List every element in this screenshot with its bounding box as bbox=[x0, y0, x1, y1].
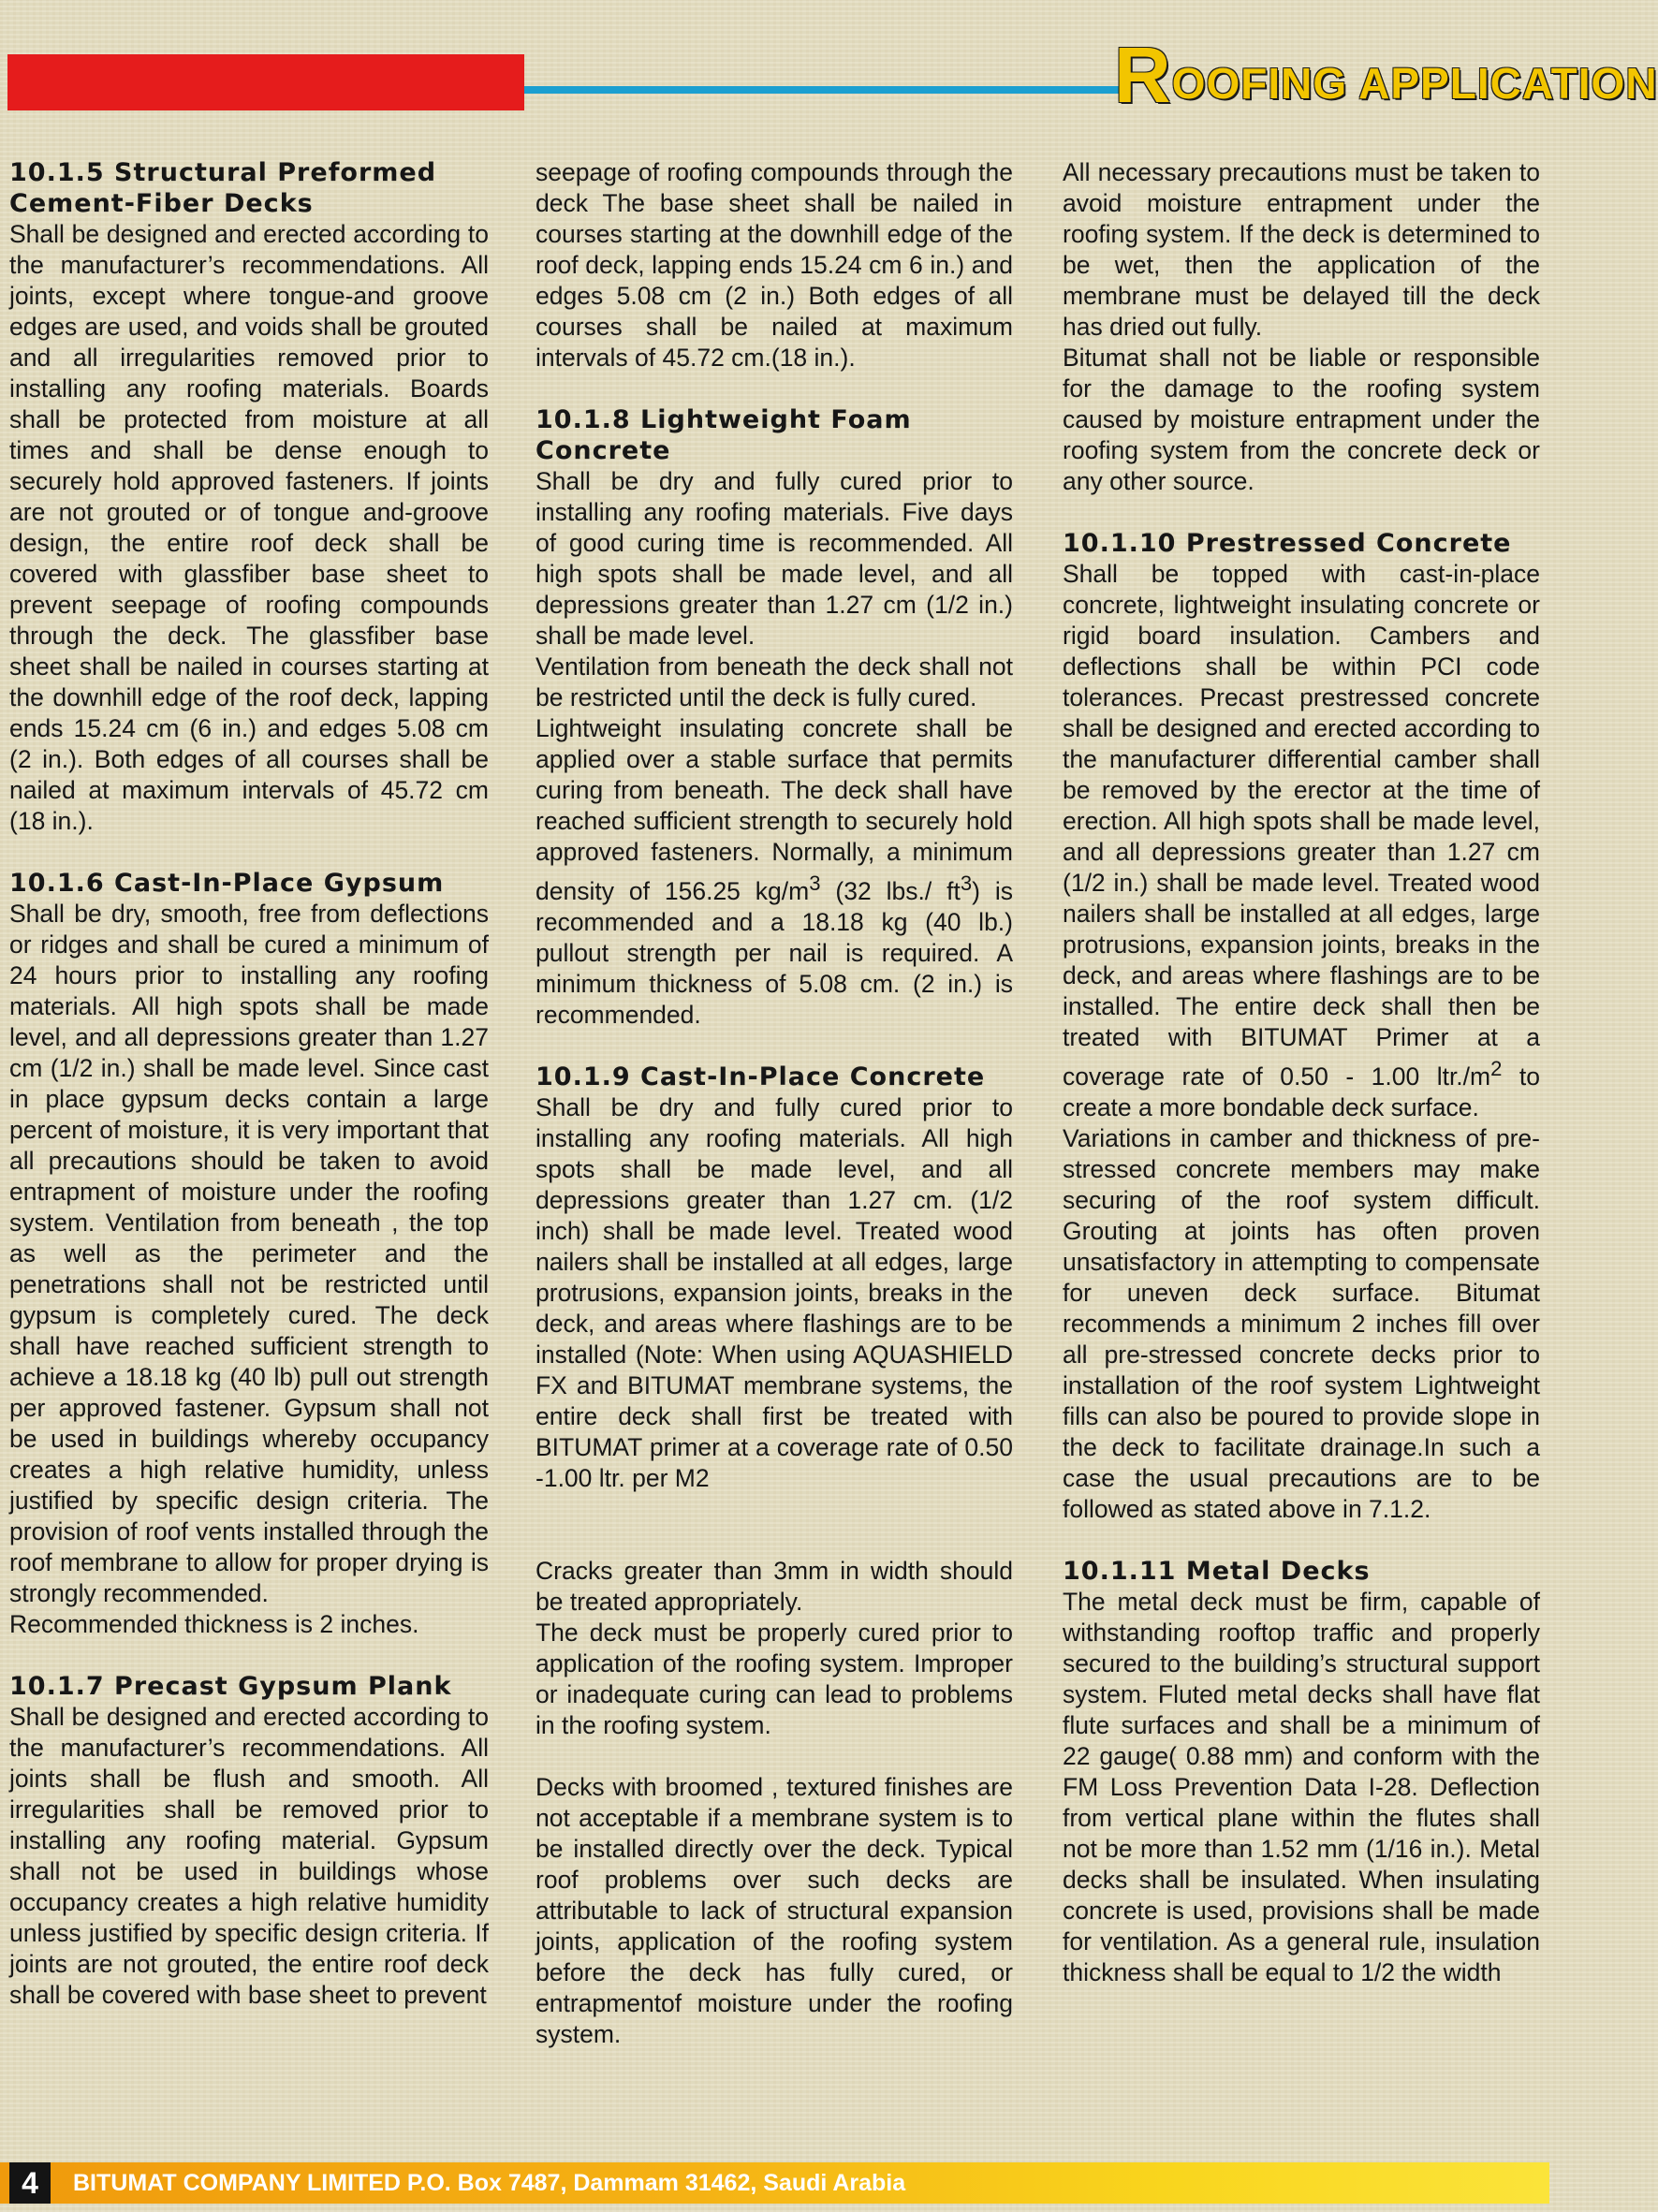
body-broomed: Decks with broomed , textured finishes are not acceptable if a membrane system is to be installed directly over the deck. Typical roof problems over such decks are attributable to lack of structural expansion joints, application of the roofing system before the deck has fully cured, or entrapmentof moisture under the roofing system. bbox=[536, 1772, 1013, 2048]
heading-10-1-11: 10.1.11 Metal Decks bbox=[1063, 1556, 1371, 1586]
body-10-1-5: Shall be designed and erected according to the manufacturer’s recommendations. All joints, except where tongue-and groove edges are used, and voids shall be grouted and all irregularities removed prior to installing any roofing materials. Boards shall be protected from moisture at all times and shall be dense enough to securely hold approved fasteners. If joints are not grouted or of tongue and-groove design, the entire roof deck shall be covered with glassfiber base sheet to prevent seepage of roofing compounds through the deck. The glassfiber base sheet shall be nailed in courses starting at the downhill edge of the roof deck, lapping ends 15.24 cm (6 in.) and edges 5.08 cm (2 in.). Both edges of all courses shall be nailed at maximum intervals of 45.72 cm (18 in.). bbox=[9, 220, 489, 835]
section-title-rest: OOFING APPLICATION bbox=[1171, 59, 1658, 108]
body-10-1-8-p3-c: ) is recommended and a 18.18 kg (40 lb.) pullout strength per nail is required. A minimum thickness of 5.08 cm. (2 in.) is recommended. bbox=[536, 876, 1014, 1029]
superscript-2: 2 bbox=[1490, 1057, 1503, 1080]
body-10-1-10-p1-a: Shall be topped with cast-in-place concrete, lightweight insulating concrete or rigid board insulation. Cambers and deflections shall be within PCI code tolerances. Precast prestressed concrete shall be designed and erected according to the manufacturer differential camber shall be removed by the erector at the time of erection. All high spots shall be made level, and all depressions greater than 1.27 cm (1/2 in.) shall be made level. Treated wood nailers shall be installed at all edges, large protrusions, expansion joints, breaks in the deck, and areas where flashings are to be installed. The entire deck shall then be treated with BITUMAT Primer at a coverage rate of 0.50 - 1.00 ltr./m bbox=[1063, 560, 1540, 1091]
body-10-1-6: Shall be dry, smooth, free from deflections or ridges and shall be cured a minimum of 24 hours prior to installing any roofing materials. All high spots shall be made level, and all depressions greater than 1.27 cm (1/2 in.) shall be made level. Since cast in place gypsum decks contain a large percent of moisture, it is very important that all precautions should be taken to avoid entrapment of moisture under the roofing system. Ventilation from beneath , the top as well as the perimeter and the penetrations shall not be restricted until gypsum is completely cured. The deck shall have reached sufficient strength to achieve a 18.18 kg (40 lb) pull out strength per approved fastener. Gypsum shall not be used in buildings whereby occupancy creates a high relative humidity, unless justified by specific design criteria. The provision of roof vents installed through the roof membrane to allow for proper drying is strongly recommended. bbox=[9, 900, 489, 1607]
body-10-1-8-p2: Ventilation from beneath the deck shall not be restricted until the deck is fully cured. bbox=[536, 652, 1013, 711]
body-liability: Bitumat shall not be liable or responsible for the damage to the roofing system caused by moisture entrapment under the roofing system from the concrete deck or any other source. bbox=[1063, 344, 1540, 495]
body-10-1-10-p1 bbox=[1063, 559, 1540, 1123]
header-red-bar bbox=[7, 54, 524, 110]
heading-10-1-9: 10.1.9 Cast-In-Place Concrete bbox=[536, 1062, 986, 1091]
body-10-1-6-thickness: Recommended thickness is 2 inches. bbox=[9, 1610, 419, 1638]
heading-10-1-8: 10.1.8 Lightweight Foam Concrete bbox=[536, 405, 912, 465]
column-right bbox=[1063, 157, 1540, 2134]
body-10-1-8-p3-b: (32 lbs./ ft bbox=[820, 876, 961, 905]
body-10-1-8-p1: Shall be dry and fully cured prior to installing any roofing materials. Five days of good curing time is recommended. All high spots shall be made level, and all depressions greater than 1.27 cm (1/2 in.) shall be made level. bbox=[536, 467, 1013, 650]
header-blue-rule bbox=[524, 86, 1125, 94]
column-left bbox=[9, 157, 489, 2134]
heading-10-1-7: 10.1.7 Precast Gypsum Plank bbox=[9, 1672, 452, 1701]
body-10-1-10-p1-b: to create a more bondable deck surface. bbox=[1063, 1062, 1540, 1121]
heading-10-1-5: 10.1.5 Structural Preformed Cement-Fiber Decks bbox=[9, 158, 437, 218]
body-cracks: Cracks greater than 3mm in width should be treated appropriately. bbox=[536, 1556, 1013, 1616]
superscript-3: 3 bbox=[809, 872, 821, 895]
body-10-1-8-p3 bbox=[536, 713, 1013, 1031]
body-10-1-9: Shall be dry and fully cured prior to installing any roofing materials. All high spots shall be made level, and all depressions greater than 1.27 cm. (1/2 inch) shall be made level. Treated wood nailers shall be installed at all edges, large protrusions, expansion joints, breaks in the deck, and areas where flashings are to be installed (Note: When using AQUASHIELD FX and BITUMAT membrane systems, the entire deck shall first be treated with BITUMAT primer at a coverage rate of 0.50 -1.00 ltr. per M2 bbox=[536, 1092, 1013, 1492]
body-10-1-7-continued: seepage of roofing compounds through the deck The base sheet shall be nailed in courses starting at the downhill edge of the roof deck, lapping ends 15.24 cm 6 in.) and edges 5.08 cm (2 in.) Both edges of all courses shall be nailed at maximum intervals of 45.72 cm.(18 in.). bbox=[536, 158, 1013, 372]
heading-10-1-6: 10.1.6 Cast-In-Place Gypsum bbox=[9, 869, 445, 898]
footer-company-address: BITUMAT COMPANY LIMITED P.O. Box 7487, Dammam 31462, Saudi Arabia bbox=[73, 2170, 906, 2196]
superscript-3: 3 bbox=[960, 872, 973, 895]
column-middle bbox=[536, 157, 1013, 2134]
heading-10-1-10: 10.1.10 Prestressed Concrete bbox=[1063, 529, 1512, 558]
section-title bbox=[1114, 31, 1658, 119]
section-title-initial: R bbox=[1114, 31, 1172, 119]
body-precautions: All necessary precautions must be taken to avoid moisture entrapment under the roofing system. If the deck is determined to be wet, then the application of the membrane must be delayed till the deck has dried out fully. bbox=[1063, 158, 1540, 341]
body-10-1-7: Shall be designed and erected according to the manufacturer’s recommendations. All joints shall be flush and smooth. All irregularities shall be removed prior to installing any roofing material. Gypsum shall not be used in buildings whose occupancy creates a high relative humidity unless justified by specific design criteria. If joints are not grouted, the entire roof deck shall be covered with base sheet to prevent bbox=[9, 1703, 489, 2009]
body-10-1-10-p2: Variations in camber and thickness of pre-stressed concrete members may make securing of the roof system difficult. Grouting at joints has often proven unsatisfactory in attempting to compensate for uneven deck surface. Bitumat recommends a minimum 2 inches fill over all pre-stressed concrete decks prior to installation of the roof system Lightweight fills can also be poured to provide slope in the deck to facilitate drainage.In such a case the usual precautions are to be followed as stated above in 7.1.2. bbox=[1063, 1123, 1540, 1523]
body-10-1-8-p3-a: Lightweight insulating concrete shall be applied over a stable surface that permits curing from beneath. The deck shall have reached sufficient strength to securely hold approved fasteners. Normally, a minimum density of 156.25 kg/m bbox=[536, 714, 1013, 905]
page-number: 4 bbox=[9, 2162, 51, 2204]
body-10-1-11: The metal deck must be firm, capable of withstanding rooftop traffic and properly secured to the building’s structural support system. Fluted metal decks shall have flat flute surfaces and shall be a minimum of 22 gauge( 0.88 mm) and conform with the FM Loss Prevention Data I-28. Deflection from vertical plane within the flutes shall not be more than 1.52 mm (1/16 in.). Metal decks shall be insulated. When insulating concrete is used, provisions shall be made for ventilation. As a general rule, insulation thickness shall be equal to 1/2 the width bbox=[1063, 1587, 1540, 1986]
body-curing: The deck must be properly cured prior to application of the roofing system. Improper or inadequate curing can lead to problems in the roofing system. bbox=[536, 1618, 1013, 1739]
